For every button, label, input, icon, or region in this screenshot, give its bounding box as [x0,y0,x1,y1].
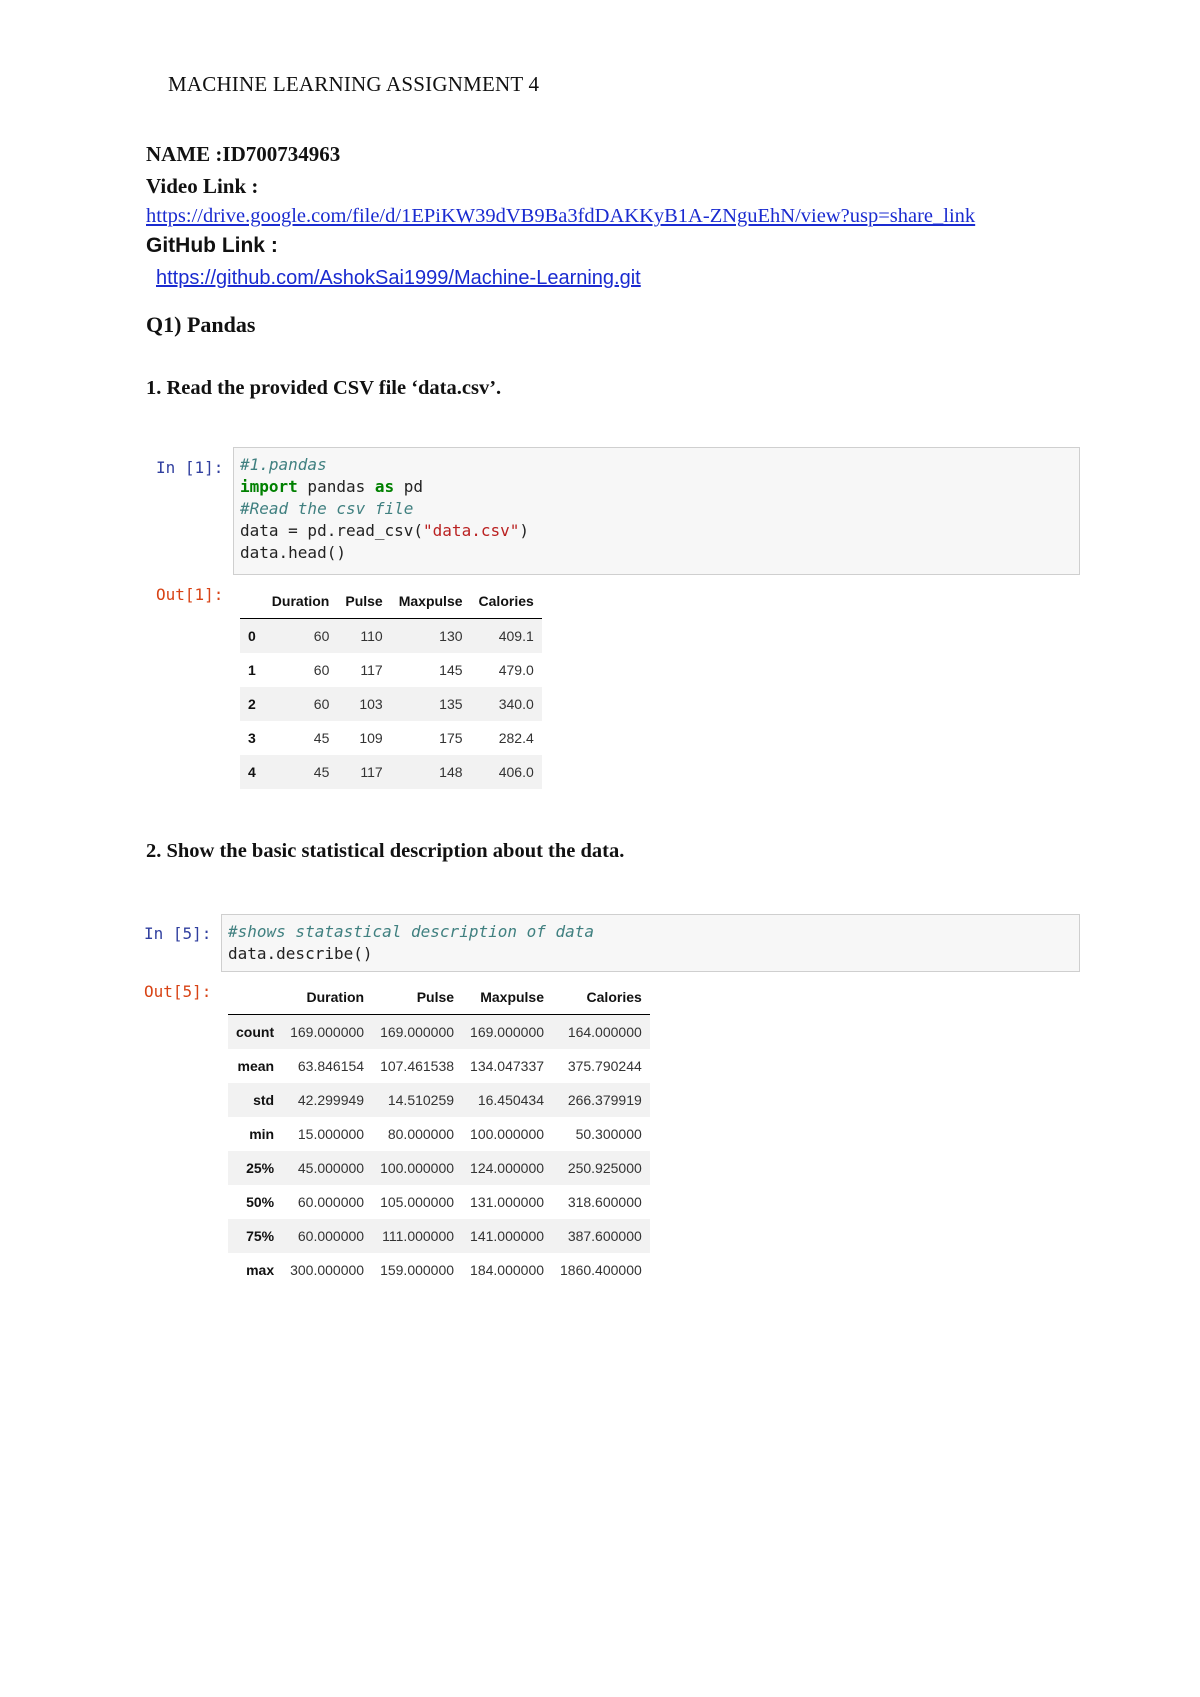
step-1-heading: 1. Read the provided CSV file ‘data.csv’. [146,377,502,399]
table-cell: 145 [439,662,463,678]
table-cell: 80.000000 [387,1126,455,1142]
row-index: 75% [246,1228,275,1244]
table-cell: 169.000000 [380,1024,455,1040]
table-cell: 107.461538 [380,1058,455,1074]
table-cell: 117 [360,764,383,780]
table-row [228,1185,650,1219]
table-cell: 60 [313,662,330,678]
table-cell: 135 [439,696,463,712]
student-name: NAME :ID700734963 [146,142,341,166]
table-row [228,1219,650,1253]
table-cell: 479.0 [498,662,534,678]
table-cell: 134.047337 [470,1058,545,1074]
cell2-out-prompt: Out[5]: [144,982,212,1001]
code-comment: #Read the csv file [240,499,414,518]
table-cell: 60.000000 [297,1194,365,1210]
column-header: Maxpulse [391,584,471,619]
step-2-heading: 2. Show the basic statistical description about the data. [146,840,625,862]
table-row [240,619,542,654]
table-cell: 148 [439,764,463,780]
cell1-out-prompt: Out[1]: [156,585,224,604]
column-header: Duration [264,584,338,619]
code-comment: #1.pandas [240,455,327,474]
table-cell: 109 [359,730,383,746]
table-cell: 117 [360,662,383,678]
table-row [228,1253,650,1287]
table-cell: 266.379919 [567,1092,642,1108]
row-index: count [236,1024,275,1040]
row-index: 25% [246,1160,275,1176]
table-cell: 50.300000 [575,1126,642,1142]
table-cell: 318.600000 [567,1194,642,1210]
table-cell: 45 [313,730,330,746]
code-text: pd [394,477,424,496]
table-cell: 100.000000 [380,1160,455,1176]
head-table [240,584,542,789]
github-link[interactable]: https://github.com/AshokSai1999/Machine-Learning.git [156,267,641,289]
row-index: 3 [248,730,256,746]
code-text: pandas [297,477,375,496]
code-keyword: import [240,477,298,496]
column-header: Duration [282,980,372,1015]
table-cell: 14.510259 [387,1092,455,1108]
code-text: data = pd.read_csv( [240,521,424,540]
table-row [228,1015,650,1050]
table-row [240,687,542,721]
table-cell: 169.000000 [470,1024,545,1040]
github-link-label: GitHub Link : [146,234,278,257]
table-cell: 100.000000 [470,1126,545,1142]
table-cell: 103 [359,696,383,712]
table-cell: 130 [439,628,463,644]
column-header: Calories [471,584,542,619]
cell1-code[interactable] [233,447,1080,575]
table-cell: 184.000000 [470,1262,545,1278]
table-cell: 111.000000 [382,1228,455,1244]
table-cell: 409.1 [498,628,534,644]
row-index: 0 [248,628,256,644]
code-comment: #shows statastical description of data [228,922,595,941]
code-line [240,476,1073,498]
table-cell: 131.000000 [470,1194,545,1210]
table-cell: 45 [313,764,330,780]
video-link[interactable]: https://drive.google.com/file/d/1EPiKW39dVB9Ba3fdDAKKyB1A-ZNguEhN/view?usp=share_link [146,205,976,227]
head-output [240,584,542,789]
table-cell: 15.000000 [297,1126,365,1142]
column-header: Pulse [372,980,462,1015]
table-cell: 406.0 [498,764,534,780]
table-cell: 159.000000 [380,1262,455,1278]
table-cell: 16.450434 [477,1092,545,1108]
table-cell: 63.846154 [297,1058,365,1074]
video-link-label: Video Link : [146,174,259,198]
column-header: Pulse [337,584,390,619]
code-line: data.head() [240,543,346,562]
table-cell: 387.600000 [567,1228,642,1244]
table-cell: 1860.400000 [560,1262,642,1278]
table-header-row [228,980,650,1015]
table-row [240,721,542,755]
row-index: min [249,1126,275,1142]
code-text: ) [519,521,529,540]
row-index: max [246,1262,275,1278]
table-row [228,1151,650,1185]
table-cell: 60 [313,628,330,644]
describe-table [228,980,650,1287]
table-row [228,1049,650,1083]
table-cell: 105.000000 [380,1194,455,1210]
index-header [240,584,264,619]
cell1-in-prompt: In [1]: [156,458,224,477]
table-cell: 300.000000 [290,1262,365,1278]
table-cell: 45.000000 [297,1160,365,1176]
table-cell: 164.000000 [567,1024,642,1040]
table-header-row [240,584,542,619]
describe-output [228,980,650,1287]
table-row [228,1117,650,1151]
table-row [228,1083,650,1117]
table-cell: 169.000000 [290,1024,365,1040]
row-index: 1 [248,662,256,678]
column-header: Calories [552,980,650,1015]
q1-heading: Q1) Pandas [146,312,256,337]
table-cell: 375.790244 [567,1058,642,1074]
table-cell: 60.000000 [297,1228,365,1244]
document-header: MACHINE LEARNING ASSIGNMENT 4 [168,72,540,96]
code-keyword: as [374,477,395,496]
table-cell: 110 [360,628,383,644]
row-index: 50% [246,1194,275,1210]
table-row [240,653,542,687]
table-cell: 141.000000 [470,1228,545,1244]
table-cell: 340.0 [498,696,534,712]
cell2-in-prompt: In [5]: [144,924,212,943]
row-index: std [253,1092,275,1108]
table-cell: 250.925000 [567,1160,642,1176]
code-line [240,520,1073,542]
table-cell: 124.000000 [470,1160,545,1176]
row-index: 2 [248,696,256,712]
table-row [240,755,542,789]
index-header [228,980,282,1015]
column-header: Maxpulse [462,980,552,1015]
table-cell: 282.4 [498,730,534,746]
table-cell: 42.299949 [297,1092,365,1108]
code-line: data.describe() [228,944,373,963]
table-cell: 175 [439,730,463,746]
cell2-code[interactable] [221,914,1080,972]
row-index: 4 [248,764,256,780]
row-index: mean [237,1058,275,1074]
table-cell: 60 [313,696,330,712]
code-string: "data.csv" [423,521,520,540]
